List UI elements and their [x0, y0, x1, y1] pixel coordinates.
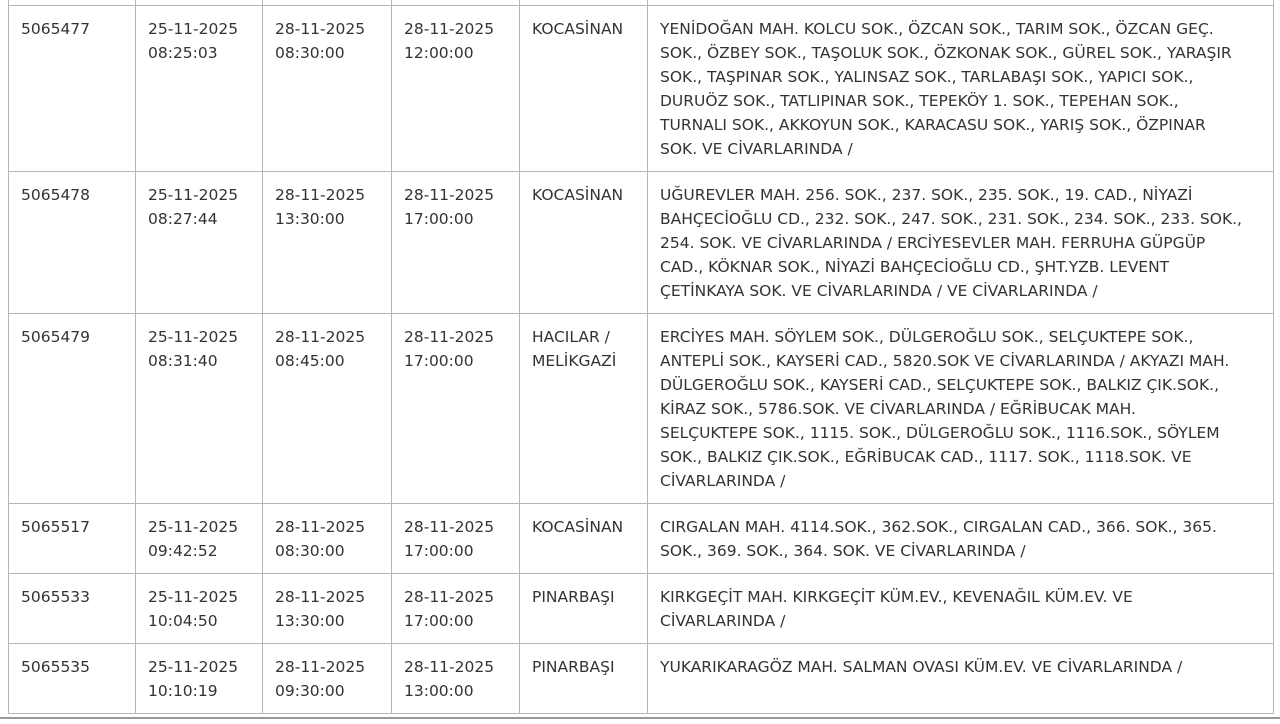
end-datetime: 28-11-2025 12:00:00 — [392, 6, 520, 172]
reported-datetime: 25-11-2025 08:27:44 — [136, 172, 263, 314]
end-datetime: 28-11-2025 17:00:00 — [392, 574, 520, 644]
table-row — [9, 6, 1274, 172]
affected-addresses: CIRGALAN MAH. 4114.SOK., 362.SOK., CIRGALAN CAD., 366. SOK., 365. SOK., 369. SOK., 364. SOK. VE CİVARLARINDA / — [648, 504, 1274, 574]
reported-datetime: 25-11-2025 08:25:03 — [136, 6, 263, 172]
start-datetime: 28-11-2025 13:30:00 — [263, 574, 392, 644]
outage-id: 5065533 — [9, 574, 136, 644]
table-row — [9, 574, 1274, 644]
start-datetime: 28-11-2025 08:45:00 — [263, 314, 392, 504]
end-datetime: 28-11-2025 17:00:00 — [392, 172, 520, 314]
reported-datetime: 25-11-2025 10:04:50 — [136, 574, 263, 644]
outage-table — [8, 0, 1274, 714]
district: HACILAR / MELİKGAZİ — [520, 314, 648, 504]
reported-datetime: 25-11-2025 10:10:19 — [136, 644, 263, 714]
reported-datetime: 25-11-2025 09:42:52 — [136, 504, 263, 574]
end-datetime: 28-11-2025 17:00:00 — [392, 504, 520, 574]
outage-id: 5065479 — [9, 314, 136, 504]
start-datetime: 28-11-2025 08:30:00 — [263, 504, 392, 574]
affected-addresses: YENİDOĞAN MAH. KOLCU SOK., ÖZCAN SOK., TARIM SOK., ÖZCAN GEÇ. SOK., ÖZBEY SOK., TAŞOLUK SOK., ÖZKONAK SOK., GÜREL SOK., YARAŞIR SOK., TAŞPINAR SOK., YALINSAZ SOK., TARLABAŞI SOK., YAPICI SOK., DURUÖZ SOK., TATLIPINAR SOK., TEPEKÖY 1. SOK., TEPEHAN SOK., TURNALI SOK., AKKOYUN SOK., KARACASU SOK., YARIŞ SOK., ÖZPINAR SOK. VE CİVARLARINDA / — [648, 6, 1274, 172]
district: PINARBAŞI — [520, 644, 648, 714]
district: KOCASİNAN — [520, 6, 648, 172]
outage-id: 5065535 — [9, 644, 136, 714]
reported-datetime: 25-11-2025 08:31:40 — [136, 314, 263, 504]
outage-id: 5065477 — [9, 6, 136, 172]
outage-table-body — [9, 0, 1274, 714]
start-datetime: 28-11-2025 08:30:00 — [263, 6, 392, 172]
start-datetime: 28-11-2025 09:30:00 — [263, 644, 392, 714]
district: KOCASİNAN — [520, 504, 648, 574]
table-row — [9, 172, 1274, 314]
district: KOCASİNAN — [520, 172, 648, 314]
bottom-divider — [0, 717, 1280, 719]
outage-id: 5065517 — [9, 504, 136, 574]
outage-id: 5065478 — [9, 172, 136, 314]
affected-addresses: YUKARIKARAGÖZ MAH. SALMAN OVASI KÜM.EV. VE CİVARLARINDA / — [648, 644, 1274, 714]
affected-addresses: UĞUREVLER MAH. 256. SOK., 237. SOK., 235. SOK., 19. CAD., NİYAZİ BAHÇECİOĞLU CD., 232. SOK., 247. SOK., 231. SOK., 234. SOK., 233. SOK., 254. SOK. VE CİVARLARINDA / ERCİYESEVLER MAH. FERRUHA GÜPGÜP CAD., KÖKNAR SOK., NİYAZİ BAHÇECİOĞLU CD., ŞHT.YZB. LEVENT ÇETİNKAYA SOK. VE CİVARLARINDA / VE CİVARLARINDA / — [648, 172, 1274, 314]
table-row — [9, 504, 1274, 574]
table-row — [9, 314, 1274, 504]
end-datetime: 28-11-2025 17:00:00 — [392, 314, 520, 504]
table-row — [9, 644, 1274, 714]
district: PINARBAŞI — [520, 574, 648, 644]
end-datetime: 28-11-2025 13:00:00 — [392, 644, 520, 714]
affected-addresses: ERCİYES MAH. SÖYLEM SOK., DÜLGEROĞLU SOK., SELÇUKTEPE SOK., ANTEPLİ SOK., KAYSERİ CAD., 5820.SOK VE CİVARLARINDA / AKYAZI MAH. DÜLGEROĞLU SOK., KAYSERİ CAD., SELÇUKTEPE SOK., BALKIZ ÇIK.SOK., KİRAZ SOK., 5786.SOK. VE CİVARLARINDA / EĞRİBUCAK MAH. SELÇUKTEPE SOK., 1115. SOK., DÜLGEROĞLU SOK., 1116.SOK., SÖYLEM SOK., BALKIZ ÇIK.SOK., EĞRİBUCAK CAD., 1117. SOK., 1118.SOK. VE CİVARLARINDA / — [648, 314, 1274, 504]
start-datetime: 28-11-2025 13:30:00 — [263, 172, 392, 314]
affected-addresses: KIRKGEÇİT MAH. KIRKGEÇİT KÜM.EV., KEVENAĞIL KÜM.EV. VE CİVARLARINDA / — [648, 574, 1274, 644]
